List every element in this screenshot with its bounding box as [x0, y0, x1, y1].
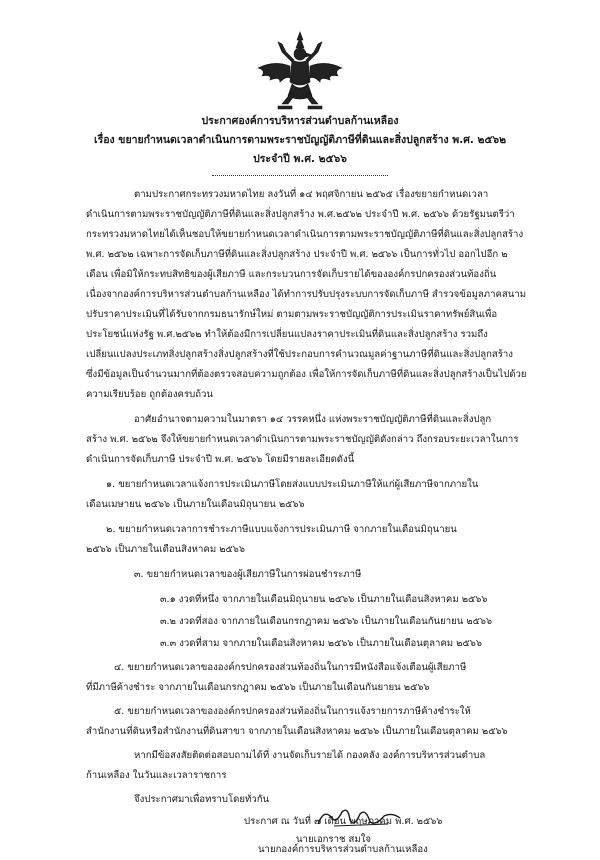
heading-subject: เรื่อง ขยายกำหนดเวลาดำเนินการตามพระราชบัญญัติภาษีที่ดินและสิ่งปลูกสร้าง พ.ศ. ๒๕๖๒ [93, 134, 506, 146]
body-line: ความเรียบร้อย ถูกต้องครบถ้วน [86, 389, 213, 400]
body-line: สร้าง พ.ศ. ๒๕๖๒ จึงให้ขยายกำหนดเวลาดำเนินการตามพระราชบัญญัติดังกล่าว ถึงกรอบระยะเวลาในการ [86, 434, 519, 445]
signer-name: นายเอกราช สมใจ [296, 834, 372, 845]
sub-item-line: ๓.๓ งวดที่สาม จากภายในเดือนสิงหาคม ๒๕๖๖ เป็นภายในเดือนตุลาคม ๒๕๖๖ [160, 638, 482, 649]
sub-item-line: ๓.๒ งวดที่สอง จากภายในเดือนกรกฎาคม ๒๕๖๖ เป็นภายในเดือนกันยายน ๒๕๖๖ [160, 616, 493, 627]
heading-agency: ประกาศองค์การบริหารส่วนตำบลก้านเหลือง [201, 115, 399, 127]
heading-divider [212, 175, 388, 176]
body-line: พ.ศ. ๒๕๖๒ เฉพาะการจัดเก็บภาษีที่ดินและสิ่งปลูกสร้าง ประจำปี พ.ศ. ๒๕๖๖ เป็นการทั่วไป ออกไปอีก ๒ [86, 249, 508, 260]
body-line: ตามประกาศกระทรวงมหาดไทย ลงวันที่ ๑๔ พฤศจิกายน ๒๕๖๕ เรื่องขยายกำหนดเวลา [134, 189, 489, 200]
item-line: สำนักงานที่ดินหรือสำนักงานที่ดินสาขา จากภายในเดือนสิงหาคม ๒๕๖๖ เป็นภายในเดือนตุลาคม ๒๕๖๖ [86, 726, 508, 737]
handwritten-signature-icon [314, 804, 404, 832]
contact-line: ก้านเหลือง ในวันและเวลาราชการ [86, 770, 227, 781]
body-line: ประโยชน์แห่งรัฐ พ.ศ.๒๕๖๒ ทำให้ต้องมีการเปลี่ยนแปลงราคาประเมินที่ดินและสิ่งปลูกสร้าง รวมถึง [86, 329, 488, 340]
body-line: ปรับราคาประเมินที่ได้รับจากกรมธนารักษ์ใหม่ ตามตามพระราชบัญญัติการประเมินราคาทรัพย์สินเพื่อ [86, 309, 498, 320]
item-line: ๒๕๖๖ เป็นภายในเดือนสิงหาคม ๒๕๖๖ [86, 544, 245, 555]
item-line: ที่มีภาษีค้างชำระ จากภายในเดือนกรกฎาคม ๒๕๖๖ เป็นภายในเดือนกันยายน ๒๕๖๖ [86, 682, 430, 693]
body-line: กระทรวงมหาดไทยได้เห็นชอบให้ขยายกำหนดเวลาดำเนินการตามพระราชบัญญัติภาษีที่ดินและสิ่งปลูกสร้าง [86, 229, 524, 240]
contact-line: หากมีข้อสงสัยติดต่อสอบถามได้ที่ งานจัดเก็บรายได้ กองคลัง องค์การบริหารส่วนตำบล [134, 750, 486, 761]
item-line: ๒. ขยายกำหนดเวลาการชำระภาษีแบบแจ้งการประเมินภาษี จากภายในเดือนมิถุนายน [106, 524, 457, 535]
item-line: ๕. ขยายกำหนดเวลาขององค์กรปกครองส่วนท้องถิ่นในการแจ้งรายการภาษีค้างชำระให้ [114, 706, 471, 717]
announce-date: ประกาศ ณ วันที่ ๗ เดือน พฤษภาคม พ.ศ. ๒๕๖๖ [244, 816, 443, 827]
body-line: อาศัยอำนาจตามความในมาตรา ๑๔ วรรคหนึ่ง แห่งพระราชบัญญัติภาษีที่ดินและสิ่งปลูก [134, 414, 492, 425]
item-line: ๔. ขยายกำหนดเวลาขององค์กรปกครองส่วนท้องถิ่นในการมีหนังสือแจ้งเตือนผู้เสียภาษี [114, 662, 467, 673]
body-line: ดำเนินการจัดเก็บภาษี ประจำปี พ.ศ. ๒๕๖๖ โดยมีรายละเอียดดังนี้ [86, 454, 355, 465]
item-line: เดือนเมษายน ๒๕๖๖ เป็นภายในเดือนมิถุนายน ๒๕๖๖ [86, 499, 305, 510]
closing-line: จึงประกาศมาเพื่อทราบโดยทั่วกัน [134, 794, 270, 805]
item-line: ๑. ขยายกำหนดเวลาแจ้งการประเมินภาษีโดยส่งแบบประเมินภาษีให้แก่ผู้เสียภาษีจากภายใน [106, 479, 479, 490]
body-line: ดำเนินการตามพระราชบัญญัติภาษีที่ดินและสิ่งปลูกสร้าง พ.ศ.๒๕๖๒ ประจำปี พ.ศ. ๒๕๖๖ ด้วยรัฐมนตรีว่า [86, 209, 515, 220]
signer-position: นายกองค์การบริหารส่วนตำบลก้านเหลือง [258, 844, 428, 855]
heading-year: ประจำปี พ.ศ. ๒๕๖๖ [253, 153, 347, 165]
item-line: ๓. ขยายกำหนดเวลาของผู้เสียภาษีในการผ่อนชำระภาษี [134, 569, 362, 580]
body-line: เดือน เพื่อมิให้กระทบสิทธิของผู้เสียภาษี และกระบวนการจัดเก็บรายได้ขององค์กรปกครองส่วนท้องถิ่น [86, 269, 497, 280]
garuda-emblem-icon [252, 30, 348, 112]
body-line: ซึ่งมีข้อมูลเป็นจำนวนมากที่ต้องตรวจสอบความถูกต้อง เพื่อให้การจัดเก็บภาษีที่ดินและสิ่งปลูกสร้างเป็นไปด้วย [86, 369, 527, 380]
body-line: เปลี่ยนแปลงประเภทสิ่งปลูกสร้างสิ่งปลูกสร้างที่ใช้ประกอบการคำนวณมูลค่าฐานภาษีที่ดินและสิ่งปลูกสร้าง [86, 349, 513, 360]
body-line: เนื่องจากองค์การบริหารส่วนตำบลก้านเหลือง ได้ทำการปรับปรุงระบบการจัดเก็บภาษี สำรวจข้อมูลภาคสนาม [86, 289, 527, 300]
sub-item-line: ๓.๑ งวดที่หนึ่ง จากภายในเดือนมิถุนายน ๒๕๖๖ เป็นภายในเดือนสิงหาคม ๒๕๖๖ [160, 594, 488, 605]
